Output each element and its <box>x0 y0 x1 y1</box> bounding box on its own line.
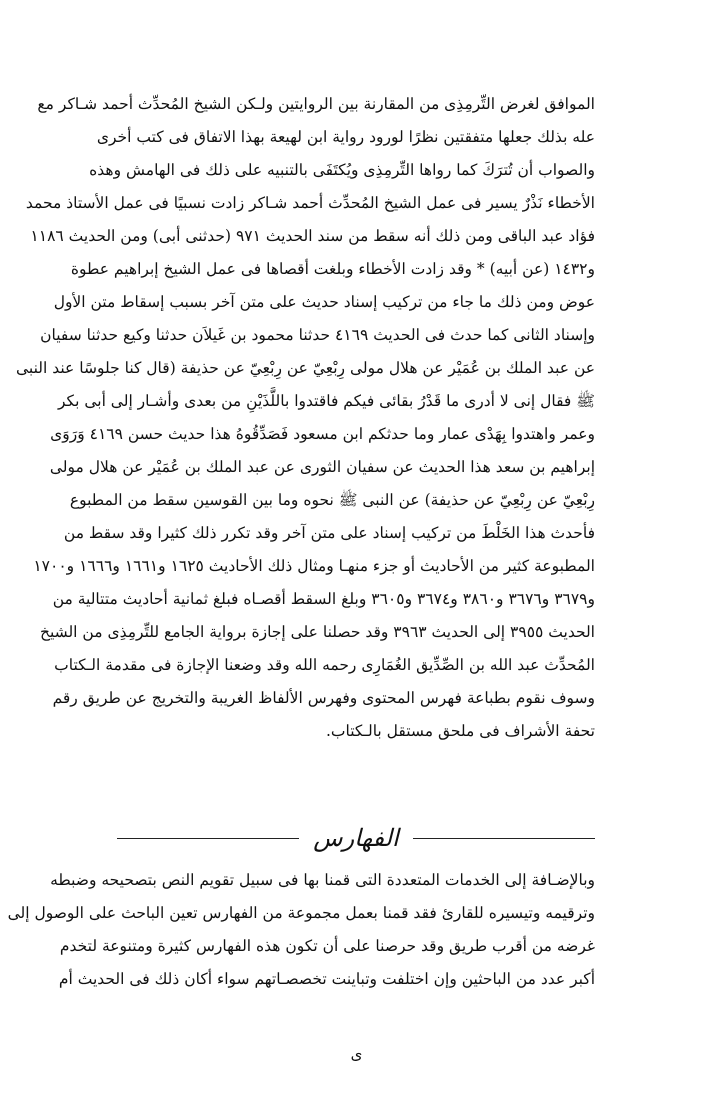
text-line: غرضه من أقرب طريق وقد حرصنا على أن تكون هذه الفهارس كثيرة ومتنوعة لتخدم <box>59 937 595 955</box>
text-line: ﷺ فقال إنى لا أدرى ما قَدْرُ بقائى فيكم فاقتدوا باللَّذَيْنِ من بعدى وأشـار إلى أبى بكر <box>57 392 595 410</box>
text-line: والصواب أن تُترَكَ كما رواها التِّرمِذِى ويُكتَفَى بالتنبيه على ذلك فى الهامش وهذه <box>89 161 595 179</box>
text-line: إبراهيم بن سعد هذا الحديث عن سفيان الثورى عن عبد الملك بن عُمَيْر عن هلال مولى <box>49 458 595 476</box>
text-line: وترقيمه وتيسيره للقارئ فقد قمنا بعمل مجموعة من الفهارس تعين الباحث على الوصول إلى <box>7 904 595 922</box>
text-line: و١٤٣٢ (عن أبيه) * وقد زادت الأخطاء وبلغت أقصاها فى عمل الشيخ إبراهيم عطوة <box>70 260 595 278</box>
text-line: فأحدث هذا الخَلْطَ من تركيب إسناد على متن آخر وقد تكرر ذلك كثيرا وقد سقط من <box>63 524 595 542</box>
text-line: عن عبد الملك بن عُمَيْر عن هلال مولى رِبْعِيّ عن رِبْعِيّ عن حذيفة (قال كنا جلوسًا عند النبى <box>16 359 595 377</box>
text-line: عوض ومن ذلك ما جاء من تركيب إسناد حديث على متن آخر بسبب إسقاط متن الأول <box>53 293 595 311</box>
text-line: عله بذلك جعلها متفقتين نظرًا لورود رواية ابن لهيعة بهذا الاتفاق فى كتب أخرى <box>96 128 595 146</box>
text-line: أكبر عدد من الباحثين وإن اختلفت وتباينت تخصصـاتهم سواء أكان ذلك فى الحديث أم <box>58 970 595 988</box>
text-line: وبالإضـافة إلى الخدمات المتعددة التى قمنا بها فى سبيل تقويم النص بتصحيحه وضبطه <box>50 871 595 889</box>
text-line: تحفة الأشراف فى ملحق مستقل بالـكتاب. <box>325 722 595 740</box>
text-line: و٣٦٧٩ و٣٦٧٦ و٣٨٦٠ و٣٦٧٤ و٣٦٠٥ وبلغ السقط أقصـاه فبلغ ثمانية أحاديث متتالية من <box>52 590 595 608</box>
body-paragraph-2 <box>7 864 595 996</box>
text-line: وإسناد الثانى كما حدث فى الحديث ٤١٦٩ حدثنا محمود بن غَيلاَن حدثنا وكيع حدثنا سفيان <box>40 326 595 344</box>
text-line: رِبْعِيّ عن رِبْعِيّ عن حذيفة) عن النبى ﷺ نحوه وما بين القوسين سقط من المطبوع <box>69 491 595 509</box>
text-line: الأخطاء نَذْرٌ يسير فى عمل الشيخ المُحدِّث أحمد شـاكر زادت نسبيًا فى عمل الأستاذ محمد <box>25 194 595 212</box>
heading-title: الفهارس <box>313 824 399 852</box>
text-line: وسوف نقوم بطباعة فهرس المحتوى وفهرس الألفاظ الغريبة والتخريج عن طريق رقم <box>52 689 595 707</box>
text-line: وعمر واهتدوا بِهَدْى عمار وما حدثكم ابن مسعود فَصَدِّقُوهُ هذا حديث حسن ٤١٦٩ وَرَوَى <box>50 425 595 443</box>
heading-rule-right <box>413 838 595 839</box>
section-heading <box>117 818 595 858</box>
text-line: المُحدِّث عبد الله بن الصِّدِّيق الغُمَارِى رحمه الله وقد وضعنا الإجازة فى مقدمة الـكتاب <box>54 656 595 674</box>
text-line: الحديث ٣٩٥٥ إلى الحديث ٣٩٦٣ وقد حصلنا على إجازة برواية الجامع للتِّرمِذِى من الشيخ <box>39 623 595 641</box>
body-paragraph-1 <box>16 88 595 748</box>
text-line: الموافق لغرض التِّرمِذِى من المقارنة بين الروايتين ولـكن الشيخ المُحدِّث أحمد شـاكر مع <box>37 95 595 113</box>
text-line: فؤاد عبد الباقى ومن ذلك أنه سقط من سند الحديث ٩٧١ (حدثنى أبى) ومن الحديث ١١٨٦ <box>30 227 595 245</box>
heading-rule-left <box>117 838 299 839</box>
page-number: ى <box>350 1045 363 1063</box>
text-line: المطبوعة كثير من الأحاديث أو جزء منهـا ومثال ذلك الأحاديث ١٦٢٥ و١٦٦١ و١٦٦٦ و١٧٠٠ <box>33 557 595 575</box>
